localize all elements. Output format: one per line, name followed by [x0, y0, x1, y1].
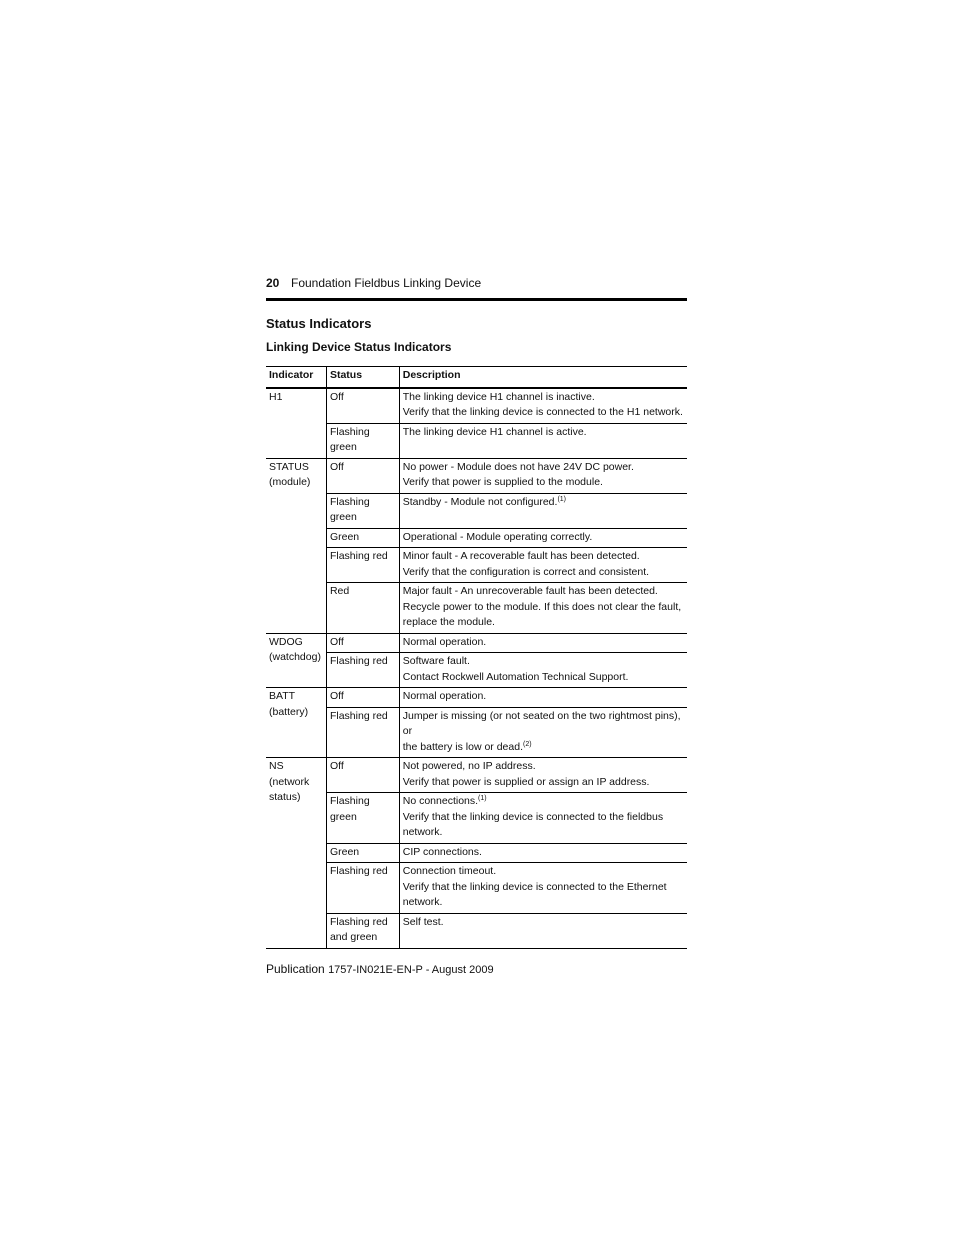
description-cell	[399, 493, 687, 528]
description-text: Connection timeout.	[402, 865, 497, 877]
status-cell	[326, 493, 399, 528]
indicator-cell	[266, 633, 326, 688]
description-cell	[399, 863, 687, 914]
description-line	[403, 759, 684, 775]
table-row	[266, 583, 687, 634]
description-line	[403, 670, 684, 686]
indicator-label: H1	[269, 390, 283, 403]
indicator-cell	[266, 388, 326, 459]
description-line	[403, 425, 684, 441]
indicator-label: (battery)	[269, 705, 309, 718]
column-header-indicator: Indicator	[266, 367, 326, 388]
header-rule	[266, 298, 687, 301]
status-label: Flashing red	[329, 655, 388, 667]
status-label: Flashing red	[329, 865, 388, 877]
description-cell	[399, 707, 687, 758]
status-label: Red	[329, 585, 350, 597]
status-label: Flashing green	[329, 425, 370, 453]
description-line	[403, 810, 684, 826]
table-row	[266, 633, 687, 653]
table-row	[266, 548, 687, 583]
description-cell	[399, 528, 687, 548]
description-cell	[399, 423, 687, 458]
description-line	[403, 635, 684, 651]
status-label: Off	[329, 760, 344, 772]
description-cell	[399, 388, 687, 424]
description-line	[403, 689, 684, 705]
status-label: and green	[329, 931, 378, 943]
description-line	[403, 880, 684, 896]
status-cell	[326, 653, 399, 688]
description-text: Standby - Module not configured.	[402, 495, 558, 508]
description-text: network.	[402, 826, 443, 838]
description-line	[403, 864, 684, 880]
table-row	[266, 688, 687, 708]
status-cell	[326, 633, 399, 653]
description-line	[403, 825, 684, 841]
description-text: Self test.	[402, 915, 444, 928]
table-row	[266, 843, 687, 863]
description-line	[403, 530, 684, 546]
description-line	[403, 845, 684, 861]
description-text: Minor fault - A recoverable fault has been detected.	[402, 550, 640, 562]
table-row	[266, 863, 687, 914]
status-cell	[326, 528, 399, 548]
description-cell	[399, 653, 687, 688]
status-label: Off	[329, 635, 344, 648]
publication-footer	[266, 962, 494, 976]
status-label: Flashing green	[329, 495, 370, 523]
description-line	[403, 654, 684, 670]
status-cell	[326, 583, 399, 634]
status-cell	[326, 423, 399, 458]
description-text: the battery is low or dead.	[402, 740, 523, 753]
status-label: Green	[329, 530, 360, 543]
indicator-label: STATUS	[269, 460, 309, 473]
description-cell	[399, 758, 687, 793]
description-text: Not powered, no IP address.	[402, 760, 536, 772]
status-label: Flashing red	[329, 550, 388, 562]
description-text: Recycle power to the module. If this does not clear the fault,	[402, 600, 682, 613]
status-label: Green	[329, 845, 360, 858]
indicator-label: (network	[269, 775, 310, 788]
indicator-label: status)	[269, 791, 301, 803]
status-cell	[326, 458, 399, 493]
status-cell	[326, 388, 399, 424]
description-text: Verify that the linking device is connected to the fieldbus	[402, 810, 664, 823]
description-cell	[399, 793, 687, 844]
description-text: Jumper is missing (or not seated on the two rightmost pins), or	[402, 709, 681, 737]
table-row	[266, 653, 687, 688]
footnote-reference: (1)	[478, 795, 487, 802]
description-text: Major fault - An unrecoverable fault has been detected.	[402, 585, 658, 597]
indicator-label: BATT	[269, 690, 296, 702]
table-body	[266, 388, 687, 949]
description-line	[403, 915, 684, 931]
description-text: replace the module.	[402, 616, 495, 628]
indicator-label: NS	[269, 760, 284, 772]
description-text: The linking device H1 channel is inactive.	[402, 390, 595, 403]
status-label: Flashing red	[329, 709, 388, 722]
description-line	[403, 709, 684, 740]
table-row	[266, 423, 687, 458]
table-row	[266, 913, 687, 948]
footnote-reference: (1)	[557, 495, 566, 503]
description-text: No connections.	[402, 795, 479, 807]
description-line	[403, 584, 684, 600]
description-text: No power - Module does not have 24V DC power.	[402, 460, 634, 473]
status-cell	[326, 863, 399, 914]
indicator-cell	[266, 458, 326, 633]
indicator-cell	[266, 688, 326, 758]
description-line	[403, 565, 684, 581]
status-label: Off	[329, 690, 344, 702]
description-line	[403, 740, 684, 756]
description-line	[403, 390, 684, 406]
table-row	[266, 388, 687, 424]
publication-label: Publication	[266, 962, 325, 976]
footnote-reference: (2)	[522, 740, 532, 748]
description-line	[403, 775, 684, 791]
description-line	[403, 475, 684, 491]
table-row	[266, 793, 687, 844]
description-cell	[399, 633, 687, 653]
table-row	[266, 528, 687, 548]
table-title: Linking Device Status Indicators	[266, 340, 452, 354]
description-cell	[399, 458, 687, 493]
description-line	[403, 495, 684, 511]
indicator-cell	[266, 758, 326, 949]
description-line	[403, 600, 684, 616]
publication-number: 1757-IN021E-EN-P - August 2009	[328, 964, 494, 976]
status-cell	[326, 913, 399, 948]
column-header-status: Status	[326, 367, 399, 388]
running-header	[266, 276, 687, 290]
page-number: 20	[266, 276, 280, 290]
description-text: Operational - Module operating correctly.	[402, 530, 593, 543]
indicator-label: WDOG	[269, 635, 303, 648]
description-cell	[399, 688, 687, 708]
table-row	[266, 493, 687, 528]
status-cell	[326, 548, 399, 583]
indicator-label: (module)	[269, 476, 311, 488]
description-text: Contact Rockwell Automation Technical Support.	[402, 670, 629, 683]
description-line	[403, 794, 684, 810]
table-row	[266, 458, 687, 493]
column-header-description: Description	[399, 367, 687, 388]
description-line	[403, 615, 684, 631]
description-text: Verify that power is supplied or assign an IP address.	[402, 775, 650, 788]
document-page	[266, 0, 687, 1235]
description-text: network.	[402, 896, 443, 908]
running-header-title: Foundation Fieldbus Linking Device	[291, 276, 482, 290]
status-cell	[326, 758, 399, 793]
description-cell	[399, 548, 687, 583]
status-cell	[326, 688, 399, 708]
indicator-label: (watchdog)	[269, 651, 321, 663]
status-cell	[326, 793, 399, 844]
status-indicators-table	[266, 366, 687, 949]
table-row	[266, 707, 687, 758]
description-line	[403, 405, 684, 421]
description-cell	[399, 843, 687, 863]
status-label: Off	[329, 460, 344, 473]
status-label: Flashing red	[329, 915, 388, 928]
description-text: Verify that the configuration is correct and consistent.	[402, 565, 650, 578]
description-line	[403, 895, 684, 911]
description-text: Software fault.	[402, 655, 470, 667]
status-cell	[326, 843, 399, 863]
status-label: Off	[329, 390, 344, 403]
description-text: Verify that power is supplied to the module.	[402, 476, 603, 488]
description-text: The linking device H1 channel is active.	[402, 425, 587, 438]
status-label: Flashing green	[329, 795, 370, 823]
description-text: Normal operation.	[402, 635, 487, 648]
description-cell	[399, 913, 687, 948]
description-cell	[399, 583, 687, 634]
description-text: Verify that the linking device is connected to the H1 network.	[402, 406, 683, 418]
description-text: Verify that the linking device is connected to the Ethernet	[402, 880, 667, 893]
description-text: Normal operation.	[402, 690, 487, 702]
description-line	[403, 549, 684, 565]
table-row	[266, 758, 687, 793]
description-text: CIP connections.	[402, 845, 482, 858]
status-cell	[326, 707, 399, 758]
table-header-row	[266, 367, 687, 388]
description-line	[403, 460, 684, 476]
section-title: Status Indicators	[266, 316, 372, 331]
